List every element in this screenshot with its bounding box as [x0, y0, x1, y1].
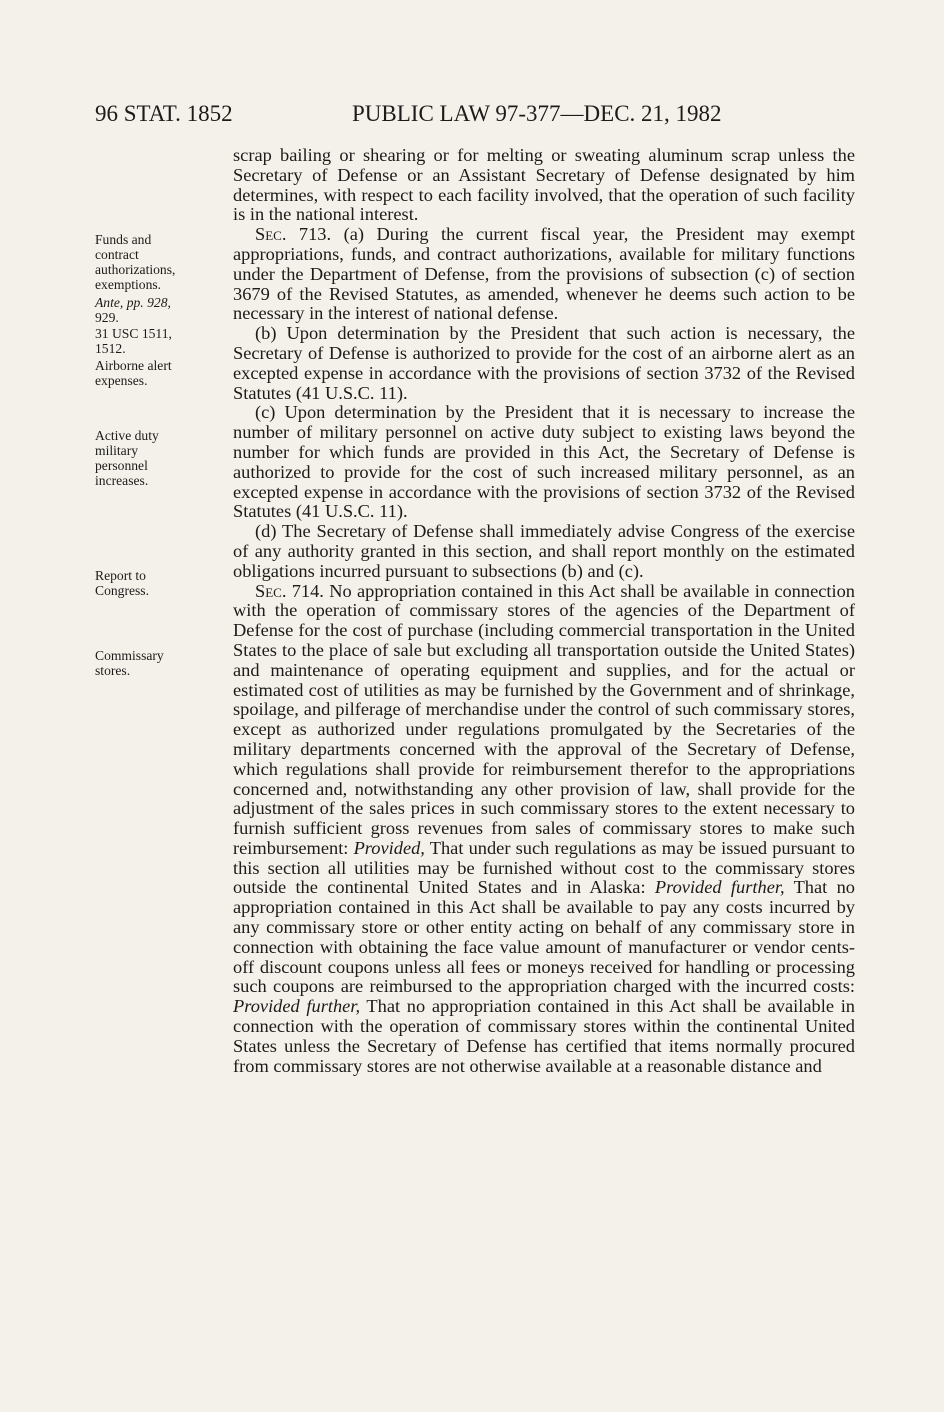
margin-note-line: 1512. — [95, 341, 126, 356]
margin-note-line: 929. — [95, 310, 119, 325]
margin-note-line: contract — [95, 247, 139, 262]
margin-note-line: Commissary — [95, 648, 164, 663]
margin-note-line: Congress. — [95, 583, 149, 598]
margin-note-line: Funds and — [95, 232, 152, 247]
margin-note-line: authorizations, — [95, 262, 176, 277]
paragraph-text: That no appropriation contained in this Act shall be available in connection with the operation of commissary stores within the continental United States unless the Secretary of Defense has certified that items normally procured from commissary stores are not otherwise available at a reasonable distance and — [233, 996, 855, 1076]
proviso-label: Provided further, — [233, 996, 361, 1017]
paragraph-sec-713 — [233, 225, 855, 324]
margin-note-active-duty — [95, 428, 220, 488]
paragraph-text: That under such regulations as may be issued pursuant to this section all utilities may be furnished without cost to the commissary stores outside the continental United States and in Alaska: — [233, 837, 856, 898]
paragraph-sec-714 — [233, 582, 855, 1077]
paragraph-text: That no appropriation contained in this Act shall be available to pay any costs incurred by any commissary store or other entity acting on behalf of any commissary store in connection with obtaining the face value amount of manufacturer or vendor cents-off discount coupons unless all fees or moneys received for handling or processing such coupons are reimbursed to the appropriation charged with the incurred costs: — [233, 877, 855, 997]
margin-note-line: military — [95, 443, 139, 458]
margin-note-airborne — [95, 358, 220, 388]
paragraph-text: No appropriation contained in this Act shall be available in connection with the operation of commissary stores of the agencies of the Department of Defense for the cost of purchase (including commercial transportation in the United States to the place of sale but excluding all transportation outside the United States) and maintenance of operating equipment and supplies, and for the actual or estimated cost of utilities as may be furnished by the Government and of shrinkage, spoilage, and pilferage of merchandise under the control of such commissary stores, except as authorized under regulations promulgated by the Secretaries of the military departments concerned with the approval of the Secretary of Defense, which regulations shall provide for reimbursement therefor to the appropriations concerned and, notwithstanding any other provision of law, shall provide for the adjustment of the sales prices in such commissary stores to the extent necessary to furnish sufficient gross revenues from sales of commissary stores to make such reimbursement: — [233, 580, 856, 858]
margin-note-line: exemptions. — [95, 277, 162, 292]
proviso-label: Provided further, — [654, 877, 785, 898]
paragraph-713-b: (b) Upon determination by the President that such action is necessary, the Secretary of Defense is authorized to provide for the cost of an airborne alert as an excepted expense in accordance with the provisions of section 3732 of the Revised Statutes (41 U.S.C. 11). — [233, 323, 855, 403]
margin-note-line: Ante, pp. 928, — [95, 295, 171, 310]
margin-note-line: Report to — [95, 568, 146, 583]
paragraph-713-c: (c) Upon determination by the President that it is necessary to increase the number of military personnel on active duty subject to existing laws beyond the number for which funds are provided in this Act, the Secretary of Defense is authorized to provide for the cost of such increased military personnel, as an excepted expense in accordance with the provisions of section 3732 of the Revised Statutes (41 U.S.C. 11). — [233, 402, 855, 522]
margin-note-funds — [95, 232, 220, 292]
body-text — [233, 146, 855, 1076]
margin-note-line: Airborne alert — [95, 358, 172, 373]
margin-note-line: 31 USC 1511, — [95, 326, 172, 341]
paragraph-713-d: (d) The Secretary of Defense shall immediately advise Congress of the exercise of any authority granted in this section, and shall report monthly on the estimated obligations incurred pursuant to subsections (b) and (c). — [233, 521, 855, 581]
margin-note-line: increases. — [95, 473, 149, 488]
margin-note-line: personnel — [95, 458, 148, 473]
margin-note-commissary — [95, 648, 220, 678]
section-label: Sec. 713. — [255, 224, 332, 245]
page-citation: 96 STAT. 1852 — [95, 101, 233, 126]
margin-note-usc — [95, 326, 220, 356]
paragraph-continuation: scrap bailing or shearing or for melting or sweating aluminum scrap unless the Secretary of Defense or an Assistant Secretary of Defense designated by him determines, with respect to each facility involved, that the operation of such facility is in the national interest. — [233, 145, 855, 225]
margin-note-line: stores. — [95, 663, 131, 678]
running-header: PUBLIC LAW 97-377—DEC. 21, 1982 — [352, 101, 722, 126]
margin-note-ante — [95, 295, 220, 325]
paragraph-text: (a) During the current fiscal year, the President may exempt appropriations, funds, and contract authorizations, available for military functions under the Department of Defense, from the provisions of subsection (c) of section 3679 of the Revised Statutes, as amended, whenever he deems such action to be necessary in the interest of national defense. — [233, 224, 855, 324]
margin-note-line: Active duty — [95, 428, 159, 443]
section-label: Sec. 714. — [255, 580, 324, 601]
proviso-label: Provided, — [353, 837, 425, 858]
margin-note-line: expenses. — [95, 373, 148, 388]
margin-note-report — [95, 568, 220, 598]
